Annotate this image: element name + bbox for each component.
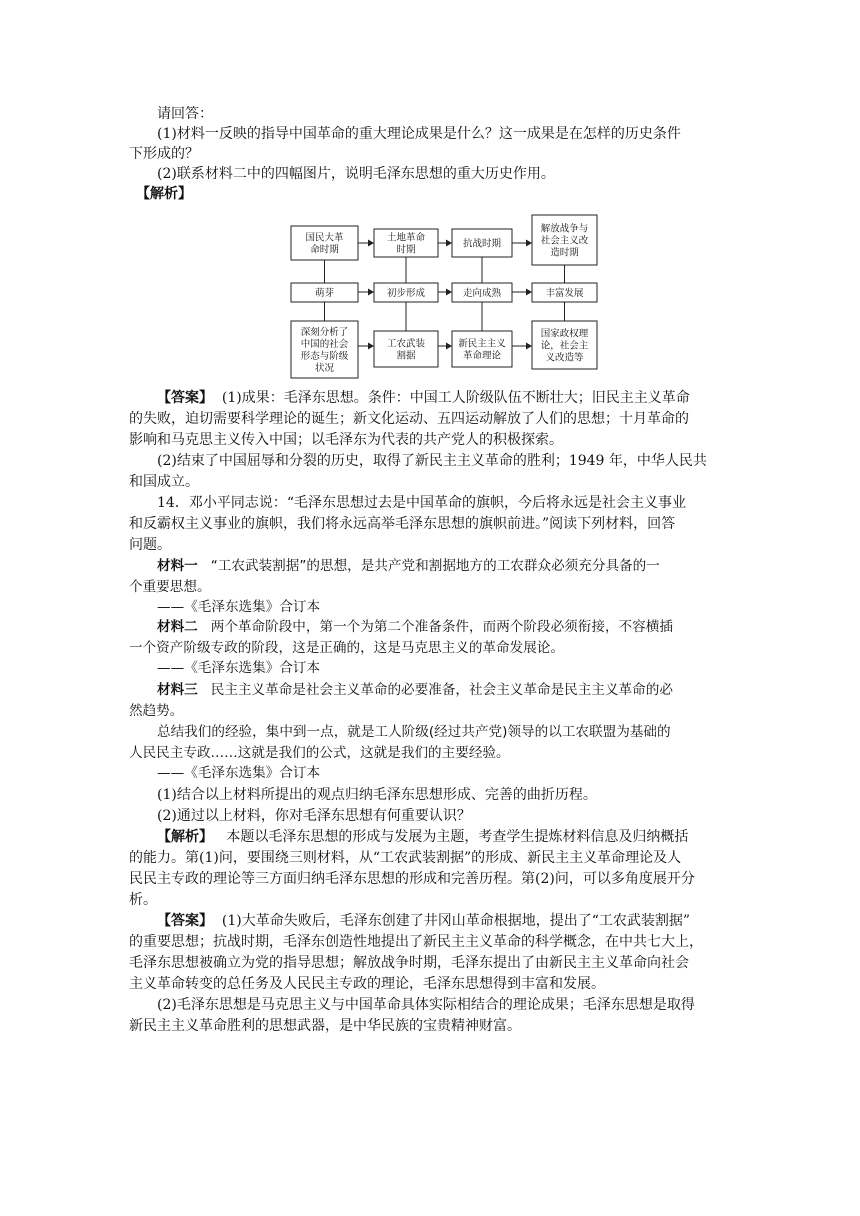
row3-box-3	[452, 331, 512, 367]
question-1-line-2: 下形成的？	[129, 146, 199, 162]
answer-13-part-1-line-1	[157, 388, 762, 408]
diagram-box-text: 割据	[396, 350, 416, 362]
diagram-box-text: 国家政权理	[540, 328, 589, 340]
diagram-box-text: 工农武装	[386, 338, 426, 350]
material-1-text: “工农武装割据”的思想，是共产党和割据地方的工农群众必须充分具备的一	[210, 558, 660, 574]
arrow-head	[526, 343, 532, 350]
answer-14-part-1-line-1	[157, 911, 762, 931]
diagram-box-text: 土地革命	[386, 232, 426, 244]
row3-box-2	[374, 331, 438, 367]
arrow-head	[446, 343, 452, 350]
answer-13-part-2-line-2: 和国成立。	[129, 474, 199, 490]
question-intro: 请回答：	[157, 106, 213, 122]
answer-13-part-2-line-1: (2)结束了中国屈辱和分裂的历史，取得了新民主主义革命的胜利；1949 年，中华人民共	[157, 453, 707, 469]
diagram-box-text: 解放战争与	[540, 223, 589, 235]
development-diagram	[0, 0, 860, 380]
material-3-line-3: 总结我们的经验，集中到一点，就是工人阶级(经过共产党)领导的以工农联盟为基础的	[157, 724, 671, 740]
material-2-line-2: 一个资产阶级专政的阶段，这是正确的，这是马克思主义的革命发展论。	[129, 640, 564, 656]
material-1-line-1	[157, 556, 762, 576]
row1-box-2	[374, 229, 438, 257]
answer-14-part-1-line-4: 主义革命转变的总任务及人民民主专政的理论，毛泽东思想得到丰富和发展。	[129, 976, 605, 992]
answer-label: 【答案】	[157, 390, 213, 406]
diagram-box-text: 丰富发展	[545, 288, 584, 299]
material-2-line-1	[157, 617, 762, 637]
question-2: (2)联系材料二中的四幅图片，说明毛泽东思想的重大历史作用。	[157, 166, 555, 182]
answer-14-part-1-line-3: 毛泽东思想被确立为党的指导思想；解放战争时期，毛泽东提出了由新民主主义革命向社会	[129, 955, 689, 971]
analysis-14-line-4: 析。	[129, 892, 157, 908]
material-2-label: 材料二	[157, 619, 198, 635]
row1-box-3	[452, 229, 512, 257]
diagram-box-text: 社会主义改	[540, 235, 589, 247]
answer-13-part-1-line-3: 影响和马克思主义传入中国；以毛泽东为代表的共产党人的积极探索。	[129, 432, 563, 448]
diagram-box-text: 新民主主义	[458, 338, 506, 350]
arrow-head	[368, 343, 374, 350]
answer-13-part-1-line-2: 的失败，迫切需要科学理论的诞生；新文化运动、五四运动解放了人们的思想；十月革命的	[129, 411, 689, 427]
row1-box-1	[291, 226, 358, 260]
question-1-line-1: (1)材料一反映的指导中国革命的重大理论成果是什么？这一成果是在怎样的历史条件	[157, 126, 681, 142]
material-3-label: 材料三	[157, 682, 198, 698]
arrow-head	[446, 240, 452, 247]
row3-box-4	[532, 321, 597, 369]
material-2-source: ——《毛泽东选集》合订本	[157, 660, 321, 676]
answer-14-part-1-line-2: 的重要思想；抗战时期，毛泽东创造性地提出了新民主主义革命的科学概念，在中共七大上，	[129, 934, 703, 950]
answer-14-part-2-line-1: (2)毛泽东思想是马克思主义与中国革命具体实际相结合的理论成果；毛泽东思想是取得	[157, 997, 695, 1013]
analysis-14-text: 本题以毛泽东思想的形成与发展为主题，考查学生提炼材料信息及归纳概括	[226, 829, 689, 845]
material-1-line-2: 个重要思想。	[129, 579, 211, 595]
diagram-box-text: 初步形成	[386, 288, 426, 299]
analysis-14-line-2: 的能力。第(1)问，要围绕三则材料，从“工农武装割据”的形成、新民主主义革命理论及人	[129, 850, 682, 866]
answer-14-part-2-line-2: 新民主主义革命胜利的思想武器，是中华民族的宝贵精神财富。	[129, 1018, 521, 1034]
row1-box-4	[532, 215, 597, 265]
question-14-line-3: 问题。	[129, 537, 171, 553]
material-3-line-4: 人民民主专政……这就是我们的公式，这就是我们的主要经验。	[129, 745, 510, 761]
arrow-head	[446, 289, 452, 296]
material-2-text: 两个革命阶段中，第一个为第二个准备条件，而两个阶段必须衔接，不容横插	[210, 619, 673, 635]
answer-14-part-1-text: (1)大革命失败后，毛泽东创建了井冈山革命根据地，提出了“工农武装割据”	[221, 913, 691, 929]
diagram-box-text: 走向成熟	[462, 288, 502, 299]
material-3-source: ——《毛泽东选集》合订本	[157, 765, 321, 781]
diagram-box-text: 深刻分析了	[300, 327, 349, 338]
analysis-14-label: 【解析】	[157, 829, 213, 845]
diagram-box-text: 萌芽	[314, 288, 335, 299]
material-3-line-2: 然趋势。	[129, 703, 184, 719]
material-1-source: ——《毛泽东选集》合订本	[157, 599, 321, 615]
diagram-box-text: 状况	[314, 363, 335, 374]
material-1-label: 材料一	[157, 558, 198, 574]
row2-box-2	[374, 283, 438, 302]
question-14-line-2: 和反霸权主义事业的旗帜，我们将永远高举毛泽东思想的旗帜前进。”阅读下列材料，回答	[129, 516, 676, 532]
diagram-box-text: 造时期	[550, 247, 579, 259]
diagram-box-text: 论，社会主	[540, 340, 589, 352]
question-14-part-2: (2)通过以上材料，你对毛泽东思想有何重要认识？	[157, 808, 471, 824]
diagram-box-text: 时期	[396, 244, 416, 256]
diagram-box-text: 国民大革	[305, 232, 344, 244]
question-14-line-1: 14．邓小平同志说：“毛泽东思想过去是中国革命的旗帜，今后将永远是社会主义事业	[157, 495, 686, 511]
diagram-box-text: 义改造等	[545, 352, 584, 364]
diagram-box-text: 抗战时期	[462, 238, 502, 250]
analysis-14-line-1	[157, 827, 762, 847]
row3-box-1	[291, 321, 358, 378]
arrow-head	[526, 240, 532, 247]
diagram-box-text: 革命理论	[462, 350, 502, 362]
material-3-line-1	[157, 680, 762, 700]
row2-box-1	[291, 283, 358, 302]
analysis-14-line-3: 民民主专政的理论等三方面归纳毛泽东思想的形成和完善历程。第(2)问，可以多角度展开分	[129, 871, 695, 887]
diagram-box-text: 命时期	[310, 244, 339, 256]
diagram-connectors	[325, 240, 565, 350]
answer-14-label: 【答案】	[157, 913, 213, 929]
diagram-box-text: 中国的社会	[300, 339, 349, 350]
diagram-box-text: 形态与阶级	[300, 351, 349, 362]
arrow-head	[368, 240, 374, 247]
analysis-label: 【解析】	[136, 186, 192, 202]
arrow-head	[368, 289, 374, 296]
row2-box-4	[532, 283, 597, 302]
material-3-text: 民主主义革命是社会主义革命的必要准备，社会主义革命是民主主义革命的必	[210, 682, 673, 698]
answer-13-part-1-text: (1)成果：毛泽东思想。条件：中国工人阶级队伍不断壮大；旧民主主义革命	[221, 390, 690, 406]
question-14-part-1: (1)结合以上材料所提出的观点归纳毛泽东思想形成、完善的曲折历程。	[157, 787, 597, 803]
row2-box-3	[452, 283, 512, 302]
arrow-head	[526, 289, 532, 296]
